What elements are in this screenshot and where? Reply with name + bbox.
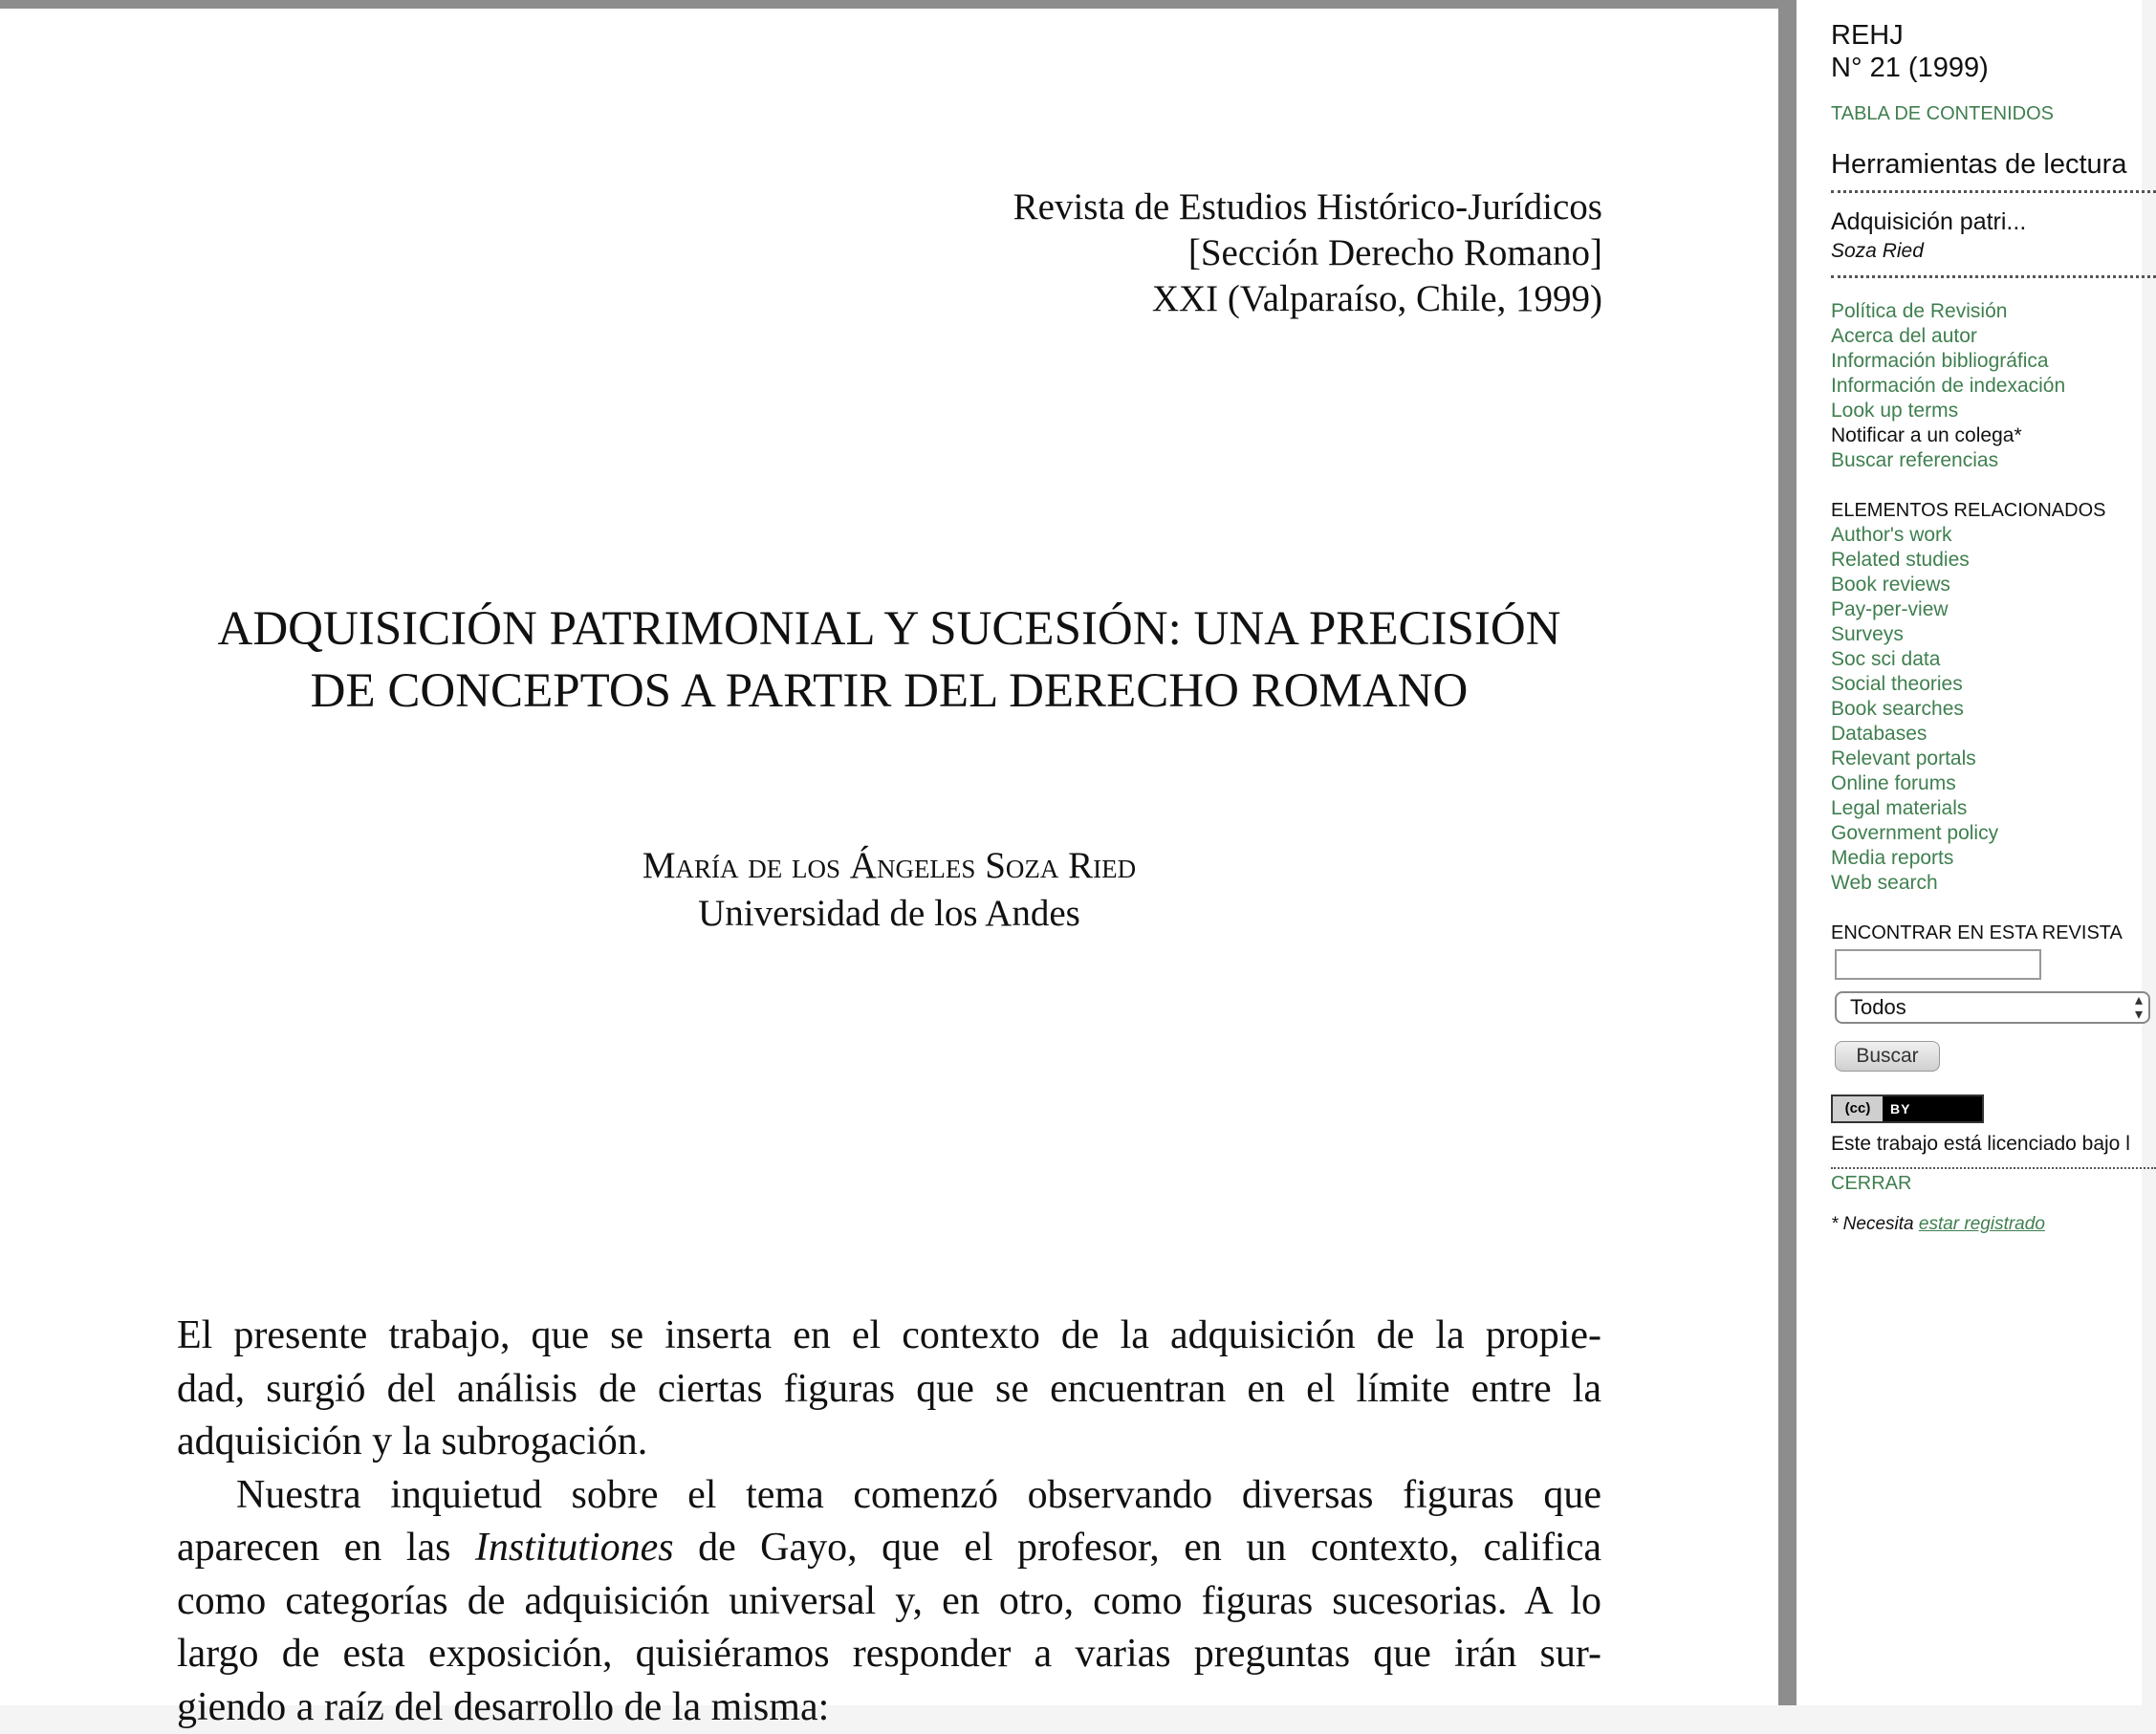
related-link-authors-work[interactable]: Author's work bbox=[1831, 523, 2142, 548]
search-scope-select[interactable] bbox=[1835, 991, 2150, 1024]
paragraph-line: Nuestra inquietud sobre el tema comenzó observando diversas figuras que bbox=[177, 1469, 1601, 1523]
paragraph-line: adquisición y la subrogación. bbox=[177, 1416, 1601, 1469]
pdf-page bbox=[0, 9, 1778, 1705]
text-span: de Gayo, que el profesor, en un contexto, califica bbox=[674, 1526, 1601, 1570]
related-link-relevant-portals[interactable]: Relevant portals bbox=[1831, 747, 2142, 771]
related-link-databases[interactable]: Databases bbox=[1831, 722, 2142, 747]
related-link-online-forums[interactable]: Online forums bbox=[1831, 771, 2142, 796]
author-block bbox=[177, 842, 1601, 938]
search-heading: ENCONTRAR EN ESTA REVISTA bbox=[1831, 921, 2142, 945]
body-text bbox=[177, 1310, 1601, 1734]
related-link-social-theories[interactable]: Social theories bbox=[1831, 672, 2142, 697]
related-link-book-reviews[interactable]: Book reviews bbox=[1831, 573, 2142, 597]
journal-issue: N° 21 (1999) bbox=[1831, 52, 2142, 84]
related-link-legal-materials[interactable]: Legal materials bbox=[1831, 796, 2142, 821]
related-items-heading: ELEMENTOS RELACIONADOS bbox=[1831, 498, 2142, 523]
paragraph-line: El presente trabajo, que se inserta en el contexto de la adquisición de la propie- bbox=[177, 1310, 1601, 1363]
article-author: Soza Ried bbox=[1831, 237, 2156, 278]
about-author-link[interactable]: Acerca del autor bbox=[1831, 324, 2142, 349]
cc-icon: (cc) bbox=[1833, 1096, 1884, 1121]
indexing-info-link[interactable]: Información de indexación bbox=[1831, 374, 2142, 399]
related-link-pay-per-view[interactable]: Pay-per-view bbox=[1831, 597, 2142, 622]
review-policy-link[interactable]: Política de Revisión bbox=[1831, 299, 2142, 324]
notify-colleague-text: Notificar a un colega* bbox=[1831, 423, 2142, 448]
article-short-title: Adquisición patri... bbox=[1831, 206, 2142, 237]
related-link-soc-sci-data[interactable]: Soc sci data bbox=[1831, 647, 2142, 672]
registration-note bbox=[1831, 1214, 2142, 1235]
paragraph-line bbox=[177, 1522, 1601, 1575]
article-title bbox=[177, 598, 1601, 723]
sidebar-content bbox=[1831, 19, 2142, 1235]
related-link-surveys[interactable]: Surveys bbox=[1831, 622, 2142, 647]
related-link-web-search[interactable]: Web search bbox=[1831, 871, 2142, 896]
related-link-related-studies[interactable]: Related studies bbox=[1831, 548, 2142, 573]
author-name: María de los Ángeles Soza Ried bbox=[177, 842, 1601, 890]
related-link-media-reports[interactable]: Media reports bbox=[1831, 846, 2142, 871]
cc-by-icon: BY bbox=[1890, 1096, 1910, 1121]
paragraph-line: largo de esta exposición, quisiéramos responder a varias preguntas que irán sur- bbox=[177, 1628, 1601, 1681]
article-title-line: ADQUISICIÓN PATRIMONIAL Y SUCESIÓN: UNA PRECISIÓN bbox=[177, 598, 1601, 661]
creative-commons-badge[interactable] bbox=[1831, 1095, 1984, 1123]
text-span: aparecen en las bbox=[177, 1526, 475, 1570]
reading-tools-title: Herramientas de lectura bbox=[1831, 148, 2156, 193]
search-scope-value: Todos bbox=[1850, 995, 1906, 1019]
related-links bbox=[1831, 523, 2142, 896]
related-link-government-policy[interactable]: Government policy bbox=[1831, 821, 2142, 846]
article-title-line: DE CONCEPTOS A PARTIR DEL DERECHO ROMANO bbox=[177, 661, 1601, 723]
find-references-link[interactable]: Buscar referencias bbox=[1831, 448, 2142, 473]
select-arrows-icon: ▴ ▾ bbox=[2135, 993, 2143, 1022]
journal-volume: XXI (Valparaíso, Chile, 1999) bbox=[1013, 276, 1602, 322]
paragraph-line: dad, surgió del análisis de ciertas figuras que se encuentran en el límite entre la bbox=[177, 1363, 1601, 1417]
close-link[interactable]: CERRAR bbox=[1831, 1173, 2142, 1195]
note-prefix: * Necesita bbox=[1831, 1214, 1919, 1234]
register-link[interactable]: estar registrado bbox=[1919, 1214, 2045, 1234]
related-link-book-searches[interactable]: Book searches bbox=[1831, 697, 2142, 722]
journal-section: [Sección Derecho Romano] bbox=[1013, 230, 1602, 276]
look-up-terms-link[interactable]: Look up terms bbox=[1831, 399, 2142, 423]
license-text: Este trabajo está licenciado bajo l bbox=[1831, 1131, 2156, 1169]
author-affiliation: Universidad de los Andes bbox=[177, 890, 1601, 938]
bibliographic-info-link[interactable]: Información bibliográfica bbox=[1831, 349, 2142, 374]
journal-header bbox=[1013, 184, 1602, 322]
search-input[interactable] bbox=[1835, 949, 2041, 980]
reading-tools-sidebar bbox=[1797, 0, 2142, 1705]
table-of-contents-link[interactable]: TABLA DE CONTENIDOS bbox=[1831, 103, 2142, 125]
paragraph-line: giendo a raíz del desarrollo de la misma: bbox=[177, 1681, 1601, 1734]
journal-name: Revista de Estudios Histórico-Jurídicos bbox=[1013, 184, 1602, 230]
search-button[interactable]: Buscar bbox=[1835, 1041, 1940, 1072]
italic-title: Institutiones bbox=[475, 1526, 674, 1570]
paragraph-line: como categorías de adquisición universal y, en otro, como figuras sucesorias. A lo bbox=[177, 1575, 1601, 1629]
tool-links bbox=[1831, 299, 2142, 473]
journal-abbrev: REHJ bbox=[1831, 19, 2142, 52]
